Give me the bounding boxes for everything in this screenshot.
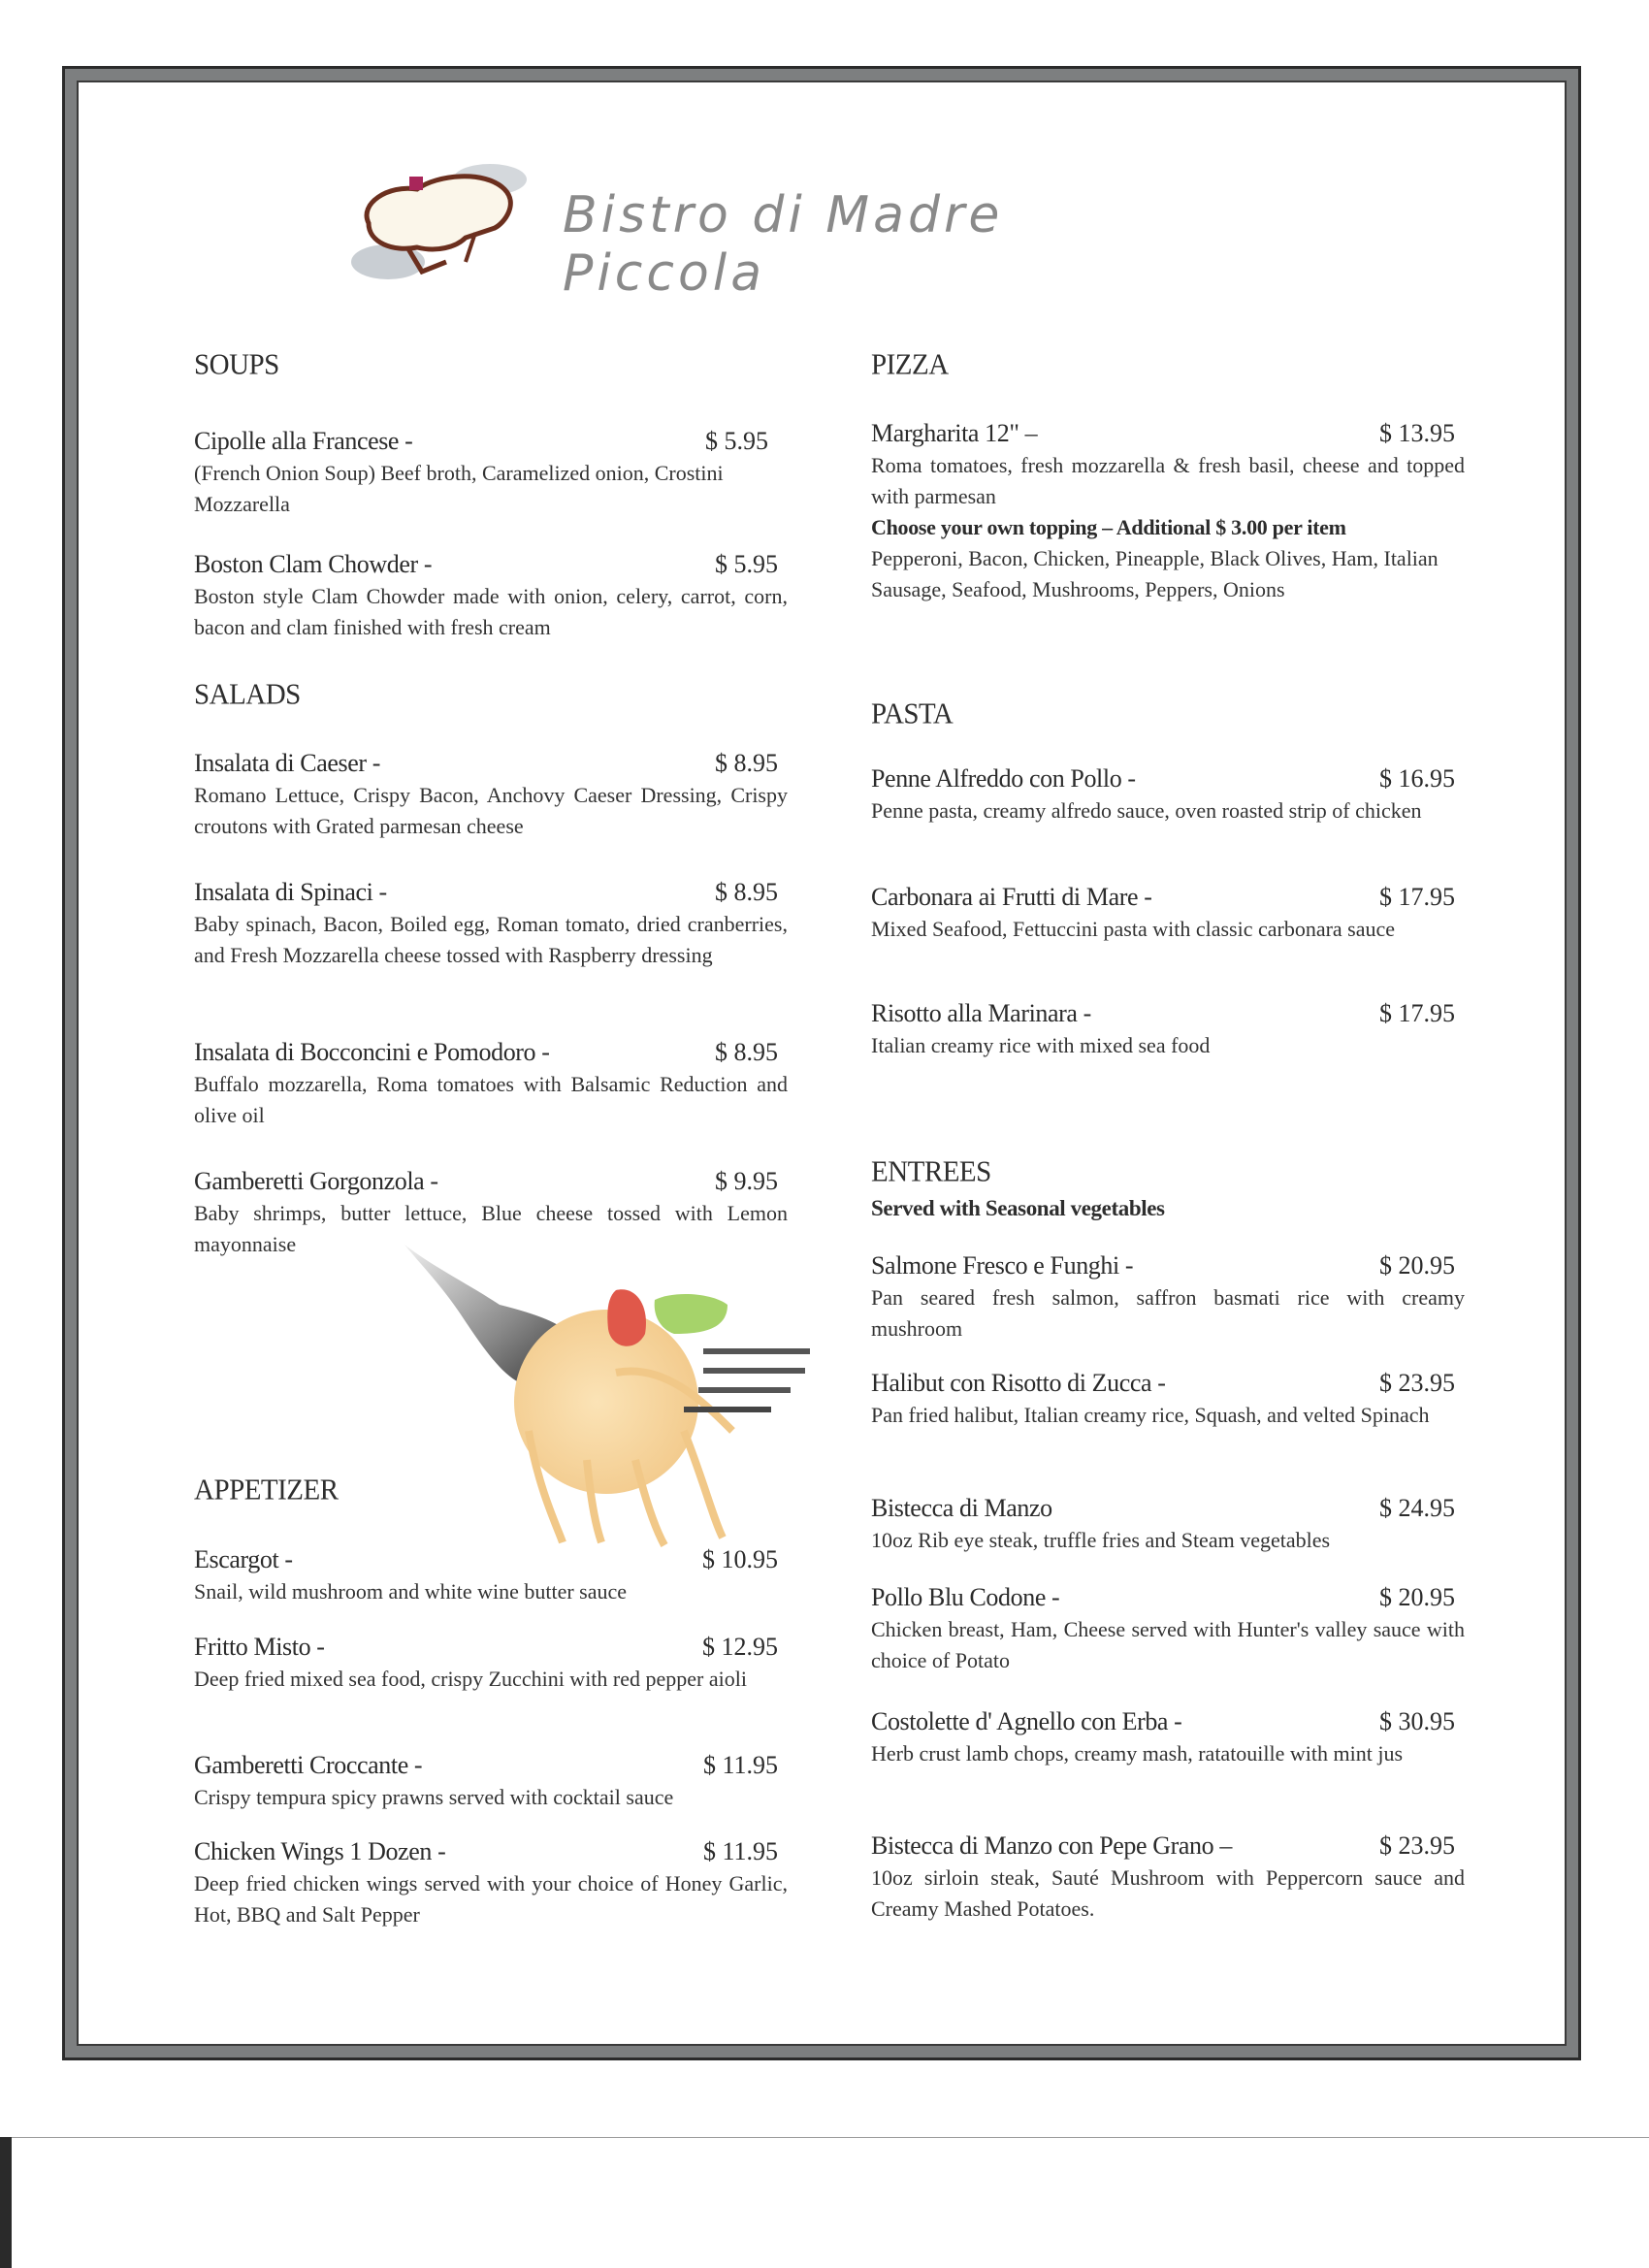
- item-price: $ 16.95: [1379, 764, 1455, 793]
- item-name: Fritto Misto -: [194, 1633, 325, 1661]
- topping-note: Choose your own topping – Additional $ 3.00 per item: [871, 515, 1346, 539]
- item-price: $ 20.95: [1379, 1583, 1455, 1611]
- item-name: Salmone Fresco e Funghi -: [871, 1251, 1134, 1280]
- item-name: Gamberetti Croccante -: [194, 1751, 423, 1779]
- item-description: Pan fried halibut, Italian creamy rice, Squash, and velted Spinach: [871, 1403, 1430, 1427]
- item-description: Boston style Clam Chowder made with onion, celery, carrot, corn, bacon and clam finished with fresh cream: [194, 584, 788, 639]
- item-price: $ 5.95: [715, 550, 778, 578]
- restaurant-logo: [349, 146, 1222, 303]
- item-price: $ 23.95: [1379, 1369, 1455, 1397]
- item-name: Cipolle alla Francese -: [194, 427, 413, 455]
- menu-item: [871, 1831, 1465, 1925]
- item-price: $ 24.95: [1379, 1494, 1455, 1522]
- item-name: Boston Clam Chowder -: [194, 550, 433, 578]
- chef-hat-icon: [349, 155, 543, 281]
- item-description: 10oz Rib eye steak, truffle fries and Steam vegetables: [871, 1528, 1331, 1552]
- menu-item: [194, 878, 788, 971]
- item-price: $ 11.95: [702, 1751, 778, 1779]
- item-description: Herb crust lamb chops, creamy mash, ratatouille with mint jus: [871, 1741, 1404, 1766]
- menu-item: [871, 1494, 1465, 1556]
- item-description: Deep fried chicken wings served with your choice of Honey Garlic, Hot, BBQ and Salt Pepper: [194, 1871, 788, 1927]
- section-soups: [194, 349, 788, 381]
- menu-item: [871, 419, 1465, 605]
- item-name: Bistecca di Manzo con Pepe Grano –: [871, 1831, 1232, 1860]
- item-name: Chicken Wings 1 Dozen -: [194, 1837, 446, 1865]
- item-name: Gamberetti Gorgonzola -: [194, 1167, 438, 1195]
- item-description: 10oz sirloin steak, Sauté Mushroom with Peppercorn sauce and Creamy Mashed Potatoes.: [871, 1865, 1465, 1921]
- item-price: $ 23.95: [1379, 1831, 1455, 1860]
- item-description: (French Onion Soup) Beef broth, Caramelized onion, Crostini Mozzarella: [194, 461, 724, 516]
- item-name: Penne Alfreddo con Pollo -: [871, 764, 1136, 793]
- item-name: Costolette d' Agnello con Erba -: [871, 1707, 1182, 1735]
- item-name: Insalata di Bocconcini e Pomodoro -: [194, 1038, 550, 1066]
- item-price: $ 20.95: [1379, 1251, 1455, 1280]
- item-description: Penne pasta, creamy alfredo sauce, oven roasted strip of chicken: [871, 798, 1422, 823]
- item-price: $ 12.95: [702, 1633, 778, 1661]
- scanner-edge: [0, 2137, 12, 2268]
- page-edge-line: [0, 2137, 1649, 2138]
- section-salads: [194, 679, 788, 711]
- section-entrees: [871, 1156, 1465, 1221]
- item-description: Crispy tempura spicy prawns served with cocktail sauce: [194, 1785, 674, 1809]
- menu-item: [871, 1583, 1465, 1676]
- section-title: ENTREES: [871, 1155, 991, 1188]
- item-price: $ 5.95: [705, 427, 768, 455]
- menu-item: [871, 1369, 1465, 1431]
- item-price: $ 11.95: [702, 1837, 778, 1865]
- restaurant-name: Bistro di Madre Piccola: [563, 186, 1004, 303]
- menu-item: [194, 1038, 788, 1131]
- item-name: Insalata di Spinaci -: [194, 878, 387, 906]
- item-description: Romano Lettuce, Crispy Bacon, Anchovy Caeser Dressing, Crispy croutons with Grated parmesan cheese: [194, 783, 788, 838]
- menu-item: [871, 999, 1465, 1061]
- item-price: $ 17.95: [1379, 999, 1455, 1027]
- item-price: $ 17.95: [1379, 883, 1455, 911]
- item-description: Italian creamy rice with mixed sea food: [871, 1033, 1211, 1057]
- pasta-on-fork-icon: [393, 1237, 820, 1547]
- section-title: SOUPS: [194, 348, 279, 381]
- topping-list: Pepperoni, Bacon, Chicken, Pineapple, Black Olives, Ham, Italian Sausage, Seafood, Mushrooms, Peppers, Onions: [871, 546, 1439, 601]
- menu-item: [194, 749, 788, 842]
- section-title: PASTA: [871, 697, 954, 730]
- item-price: $ 8.95: [715, 749, 778, 777]
- item-name: Bistecca di Manzo: [871, 1494, 1052, 1522]
- item-description: Baby spinach, Bacon, Boiled egg, Roman tomato, dried cranberries, and Fresh Mozzarella cheese tossed with Raspberry dressing: [194, 912, 788, 967]
- item-description: Deep fried mixed sea food, crispy Zucchini with red pepper aioli: [194, 1667, 747, 1691]
- section-subtitle: Served with Seasonal vegetables: [871, 1196, 1165, 1220]
- menu-item: [194, 1751, 788, 1813]
- item-description: Buffalo mozzarella, Roma tomatoes with Balsamic Reduction and olive oil: [194, 1072, 788, 1127]
- item-price: $ 8.95: [715, 878, 778, 906]
- item-description: Baby shrimps, butter lettuce, Blue cheese tossed with Lemon mayonnaise: [194, 1201, 788, 1256]
- item-price: $ 9.95: [715, 1167, 778, 1195]
- item-name: Pollo Blu Codone -: [871, 1583, 1060, 1611]
- menu-item: [871, 1251, 1465, 1345]
- item-price: $ 13.95: [1379, 419, 1455, 447]
- menu-item: [194, 550, 788, 643]
- section-title: APPETIZER: [194, 1474, 339, 1507]
- item-description: Chicken breast, Ham, Cheese served with Hunter's valley sauce with choice of Potato: [871, 1617, 1465, 1672]
- item-price: $ 30.95: [1379, 1707, 1455, 1735]
- item-name: Margharita 12" –: [871, 419, 1038, 447]
- section-title: SALADS: [194, 678, 301, 711]
- item-name: Escargot -: [194, 1545, 293, 1573]
- item-name: Halibut con Risotto di Zucca -: [871, 1369, 1166, 1397]
- item-description: Snail, wild mushroom and white wine butter sauce: [194, 1579, 628, 1604]
- menu-item: [194, 1545, 788, 1607]
- menu-item: [194, 427, 788, 520]
- menu-item: [194, 1633, 788, 1695]
- menu-item: [194, 1837, 788, 1930]
- item-description: Mixed Seafood, Fettuccini pasta with classic carbonara sauce: [871, 917, 1396, 941]
- section-title: PIZZA: [871, 348, 949, 381]
- item-description: Pan seared fresh salmon, saffron basmati rice with creamy mushroom: [871, 1285, 1465, 1341]
- section-pizza: [871, 349, 1465, 381]
- menu-item: [871, 764, 1465, 826]
- item-price: $ 8.95: [715, 1038, 778, 1066]
- section-pasta: [871, 698, 1465, 730]
- menu-item: [871, 1707, 1465, 1769]
- item-name: Insalata di Caeser -: [194, 749, 380, 777]
- menu-item: [871, 883, 1465, 945]
- item-description: Roma tomatoes, fresh mozzarella & fresh basil, cheese and topped with parmesan: [871, 453, 1465, 508]
- item-name: Risotto alla Marinara -: [871, 999, 1091, 1027]
- item-price: $ 10.95: [702, 1545, 778, 1573]
- item-name: Carbonara ai Frutti di Mare -: [871, 883, 1152, 911]
